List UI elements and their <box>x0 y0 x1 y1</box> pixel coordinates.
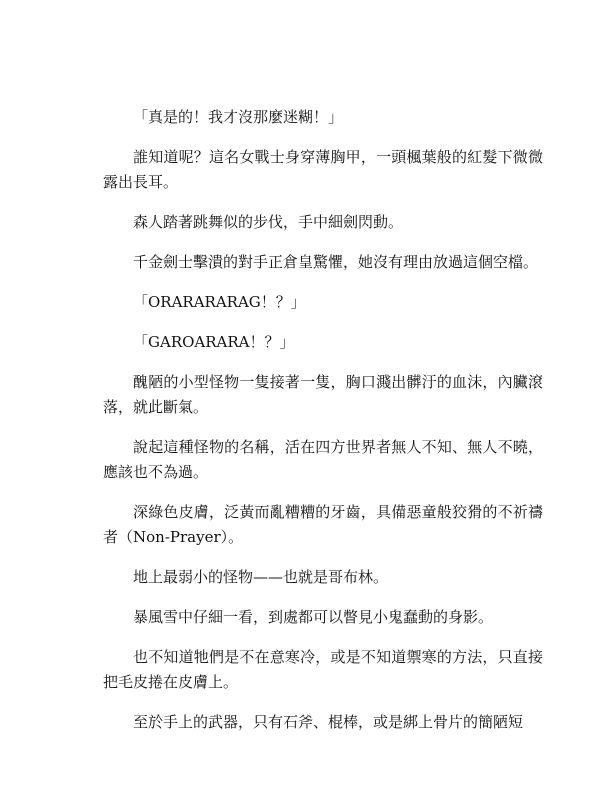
paragraph-6: 「GAROARARA！？」 <box>133 333 295 351</box>
paragraph-9: 深綠色皮膚，泛黃而亂糟糟的牙齒，具備惡童般狡猾的不祈禱者（Non-Prayer）。 <box>103 503 543 546</box>
paragraph-12: 也不知道牠們是不在意寒冷，或是不知道禦寒的方法，只直接把毛皮捲在皮膚上。 <box>103 648 543 691</box>
paragraph-10: 地上最弱小的怪物——也就是哥布林。 <box>133 568 389 586</box>
paragraph-2: 誰知道呢？這名女戰士身穿薄胸甲，一頭楓葉般的紅髮下微微露出長耳。 <box>103 148 543 191</box>
paragraph-1: 「真是的！我才沒那麼迷糊！」 <box>133 108 344 126</box>
paragraph-3: 森人踏著跳舞似的步伐，手中細劍閃動。 <box>133 213 404 231</box>
body-text <box>103 105 543 750</box>
paragraph-4: 千金劍士擊潰的對手正倉皇驚懼，她沒有理由放過這個空檔。 <box>133 253 539 271</box>
paragraph-13: 至於手上的武器，只有石斧、棍棒，或是綁上骨片的簡陋短 <box>133 713 524 731</box>
paragraph-5: 「ORARARARAG！？」 <box>133 293 306 311</box>
paragraph-8: 說起這種怪物的名稱，活在四方世界者無人不知、無人不曉，應該也不為過。 <box>103 438 543 481</box>
paragraph-7: 醜陋的小型怪物一隻接著一隻，胸口濺出髒汙的血沫，內臟滾落，就此斷氣。 <box>103 373 543 416</box>
paragraph-11: 暴風雪中仔細一看，到處都可以瞥見小鬼蠢動的身影。 <box>133 608 494 626</box>
